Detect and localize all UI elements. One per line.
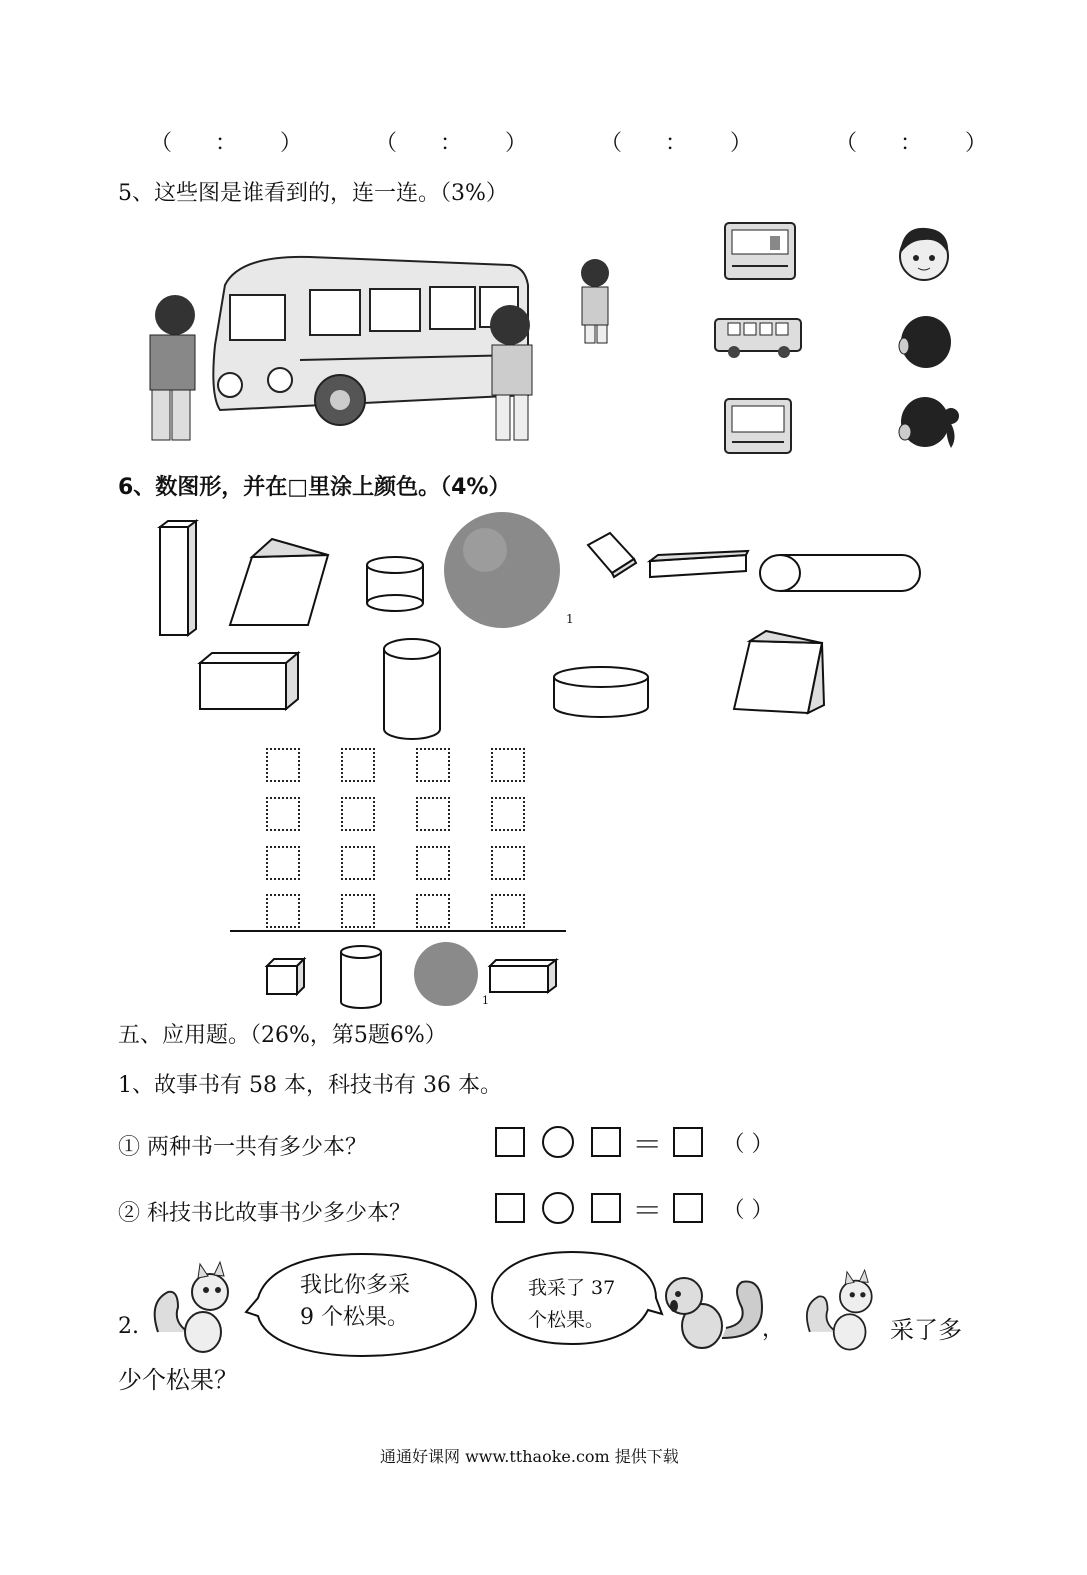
answer-parens[interactable]: （ ） — [722, 1197, 774, 1223]
app1-sub1: ① 两种书一共有多少本？ — [118, 1135, 367, 1160]
section5-title: 五、应用题。（26%，第5题6%） — [118, 1023, 447, 1048]
tall-cylinder-shape — [384, 639, 440, 739]
operand-box[interactable] — [495, 1127, 525, 1157]
color-box[interactable] — [266, 846, 300, 880]
operand-box[interactable] — [591, 1127, 621, 1157]
app2-tail-2: 少个松果？ — [118, 1366, 238, 1394]
color-box[interactable] — [491, 894, 525, 928]
tilted-cube-2-shape — [734, 631, 824, 713]
legend-cube-icon — [267, 959, 304, 994]
color-box[interactable] — [491, 748, 525, 782]
color-box[interactable] — [416, 894, 450, 928]
color-box[interactable] — [416, 748, 450, 782]
squirrel-middle-icon — [662, 1268, 768, 1354]
color-box[interactable] — [491, 797, 525, 831]
bus-side-view[interactable] — [714, 318, 802, 360]
bus-front-view[interactable] — [724, 222, 796, 280]
q6-title: 6、数图形，并在□里涂上颜色。（4%） — [118, 475, 511, 500]
ball-shape — [444, 512, 560, 628]
operand-box[interactable] — [591, 1193, 621, 1223]
bubble-left-text — [300, 1270, 410, 1334]
result-box[interactable] — [673, 1193, 703, 1223]
color-box[interactable] — [266, 894, 300, 928]
color-box[interactable] — [341, 797, 375, 831]
tall-prism-shape — [160, 521, 196, 635]
equation-row-2 — [495, 1186, 773, 1230]
ratio-blank-3[interactable]: （ ： ） — [600, 131, 770, 156]
app2-number: 2. — [118, 1314, 139, 1339]
cuboid-shape — [200, 653, 298, 709]
bus-back-view[interactable] — [724, 398, 792, 454]
answer-parens[interactable]: （ ） — [722, 1131, 774, 1157]
operator-circle[interactable] — [542, 1126, 574, 1158]
color-box[interactable] — [266, 797, 300, 831]
small-cube-shape — [588, 533, 636, 577]
girl-back-head-icon[interactable] — [895, 392, 959, 452]
solids-group-top — [150, 515, 940, 745]
color-box[interactable] — [341, 748, 375, 782]
short-cylinder-shape — [367, 557, 423, 611]
bubble-left-line1: 我比你多采 — [300, 1273, 411, 1298]
equation-row-1 — [495, 1120, 773, 1164]
bubble-left-line2: 9 个松果。 — [300, 1305, 409, 1330]
color-box[interactable] — [491, 846, 525, 880]
horizontal-cylinder-shape — [760, 555, 920, 591]
page-footer: 通通好课网 www.tthaoke.com 提供下载 — [380, 1447, 679, 1466]
comma-mark: ， — [762, 1317, 785, 1342]
legend-cylinder-icon — [341, 946, 381, 1008]
legend-shapes — [264, 940, 564, 1010]
color-box[interactable] — [341, 846, 375, 880]
operator-circle[interactable] — [542, 1192, 574, 1224]
long-prism-shape — [650, 551, 748, 577]
ball-mark: 1 — [566, 612, 574, 626]
legend-ball-icon — [414, 942, 478, 1006]
equals-sign: ＝ — [632, 1128, 663, 1163]
bubble-right-line2: 个松果。 — [528, 1309, 605, 1331]
ratio-blank-1[interactable]: （ ： ） — [150, 131, 320, 156]
bubble-right-text — [528, 1272, 615, 1336]
flat-cylinder-shape — [554, 667, 648, 717]
app2-tail-1: 采了多 — [890, 1316, 962, 1344]
color-box[interactable] — [341, 894, 375, 928]
color-box[interactable] — [266, 748, 300, 782]
boy-face-icon[interactable] — [896, 224, 952, 282]
operand-box[interactable] — [495, 1193, 525, 1223]
baseline-divider — [230, 930, 566, 932]
boy-back-head-icon[interactable] — [898, 312, 954, 370]
legend-cuboid-icon — [490, 960, 556, 992]
tilted-cube-shape — [230, 539, 328, 625]
color-box[interactable] — [416, 797, 450, 831]
result-box[interactable] — [673, 1127, 703, 1157]
ratio-blank-4[interactable]: （ ： ） — [835, 131, 1005, 156]
squirrel-left-icon — [148, 1262, 243, 1357]
bus-scene-illustration — [130, 245, 640, 455]
color-box[interactable] — [416, 846, 450, 880]
equals-sign: ＝ — [632, 1194, 663, 1229]
app1-sub2: ② 科技书比故事书少多少本？ — [118, 1201, 411, 1226]
bubble-right-line1: 我采了 37 — [528, 1277, 616, 1299]
ratio-blank-2[interactable]: （ ： ） — [375, 131, 545, 156]
app1-statement: 1、故事书有 58 本，科技书有 36 本。 — [118, 1073, 502, 1098]
q5-title: 5、这些图是谁看到的，连一连。（3%） — [118, 181, 508, 206]
small-ball-mark: 1 — [482, 994, 489, 1007]
squirrel-right-icon — [800, 1270, 886, 1354]
